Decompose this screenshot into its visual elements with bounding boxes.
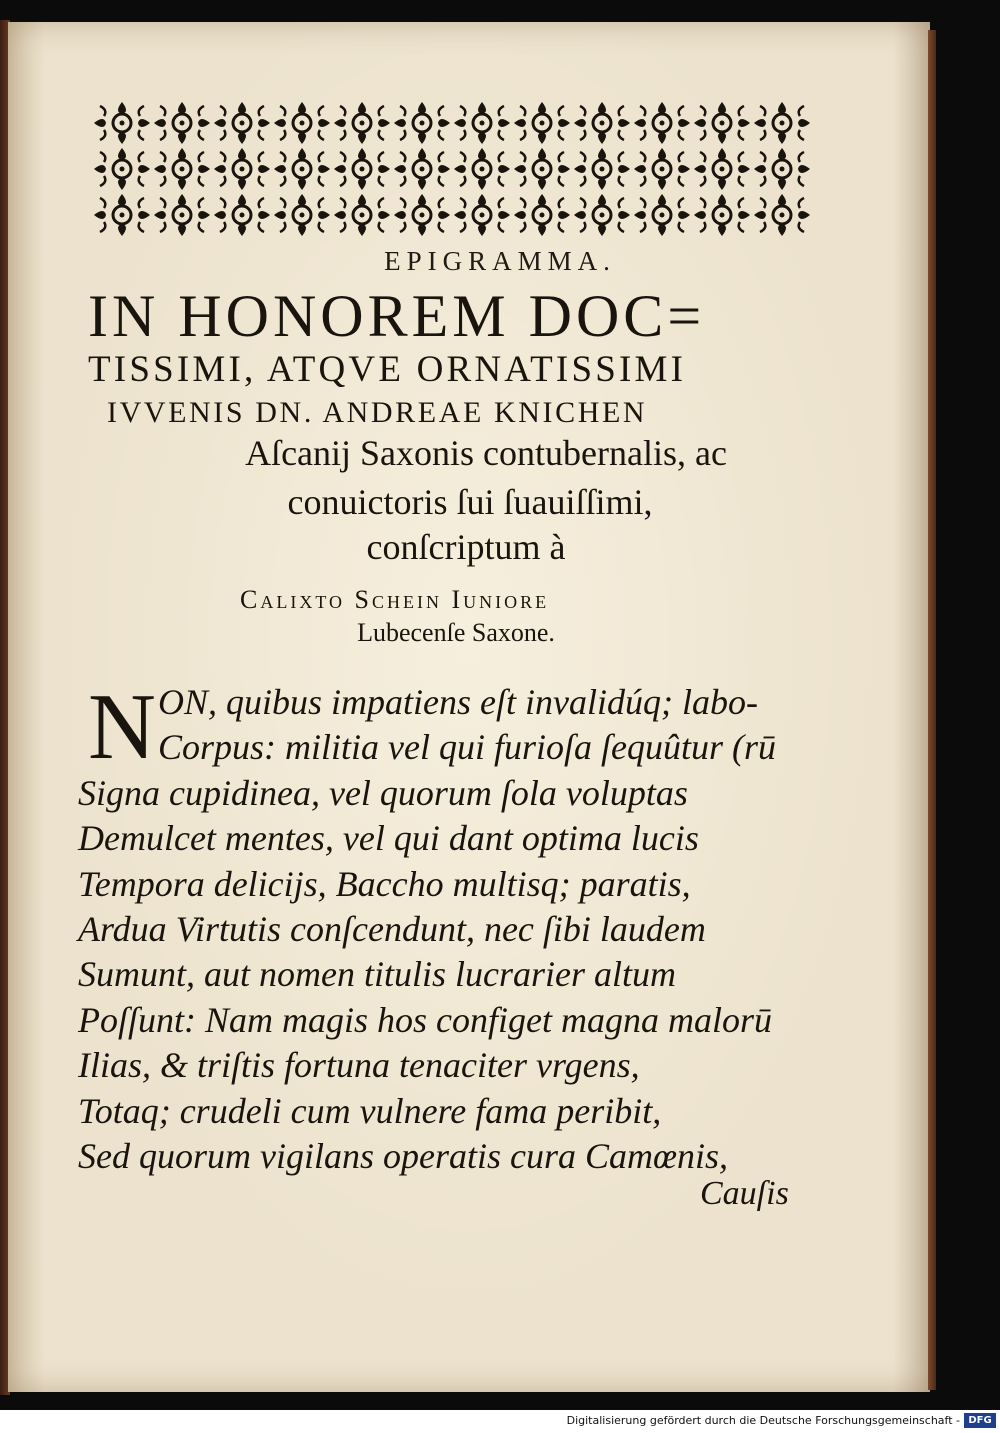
dedication-line-3: conſcriptum à — [366, 527, 566, 567]
verse-line: Corpus: militia vel qui furioſa ſequûtur (rū — [158, 727, 776, 768]
verse-line: Ilias, & triſtis fortuna tenaciter vrgens, — [78, 1045, 640, 1086]
epigram-label: EPIGRAMMA. — [384, 246, 616, 276]
verse-line: Sed quorum vigilans operatis cura Camœnis, — [78, 1135, 729, 1176]
catchword: Cauſis — [700, 1175, 789, 1212]
dedication-line-1: Aſcanij Saxonis contubernalis, ac — [245, 433, 727, 473]
ornamental-header-band — [92, 100, 812, 240]
funding-credit: Digitalisierung gefördert durch die Deutsche Forschungsgemeinschaft - — [566, 1414, 960, 1427]
verse-line: Demulcet mentes, vel qui dant optima lucis — [78, 818, 699, 859]
author-name: Calixto Schein Iuniore — [240, 585, 550, 614]
verse-line: ON, quibus impatiens eſt invalidúq; labo- — [158, 682, 758, 722]
title-line-2: TISSIMI, ATQVE ORNATISSIMI — [88, 349, 687, 390]
dedication-line-2: conuictoris ſui ſuauiſſimi, — [287, 482, 653, 522]
verse-line: Sumunt, aut nomen titulis lucrarier altum — [78, 954, 676, 995]
verse-block — [78, 675, 818, 1179]
verse-line: Ardua Virtutis conſcendunt, nec ſibi laudem — [78, 908, 706, 949]
verse-line: Totaq; crudeli cum vulnere fama peribit, — [78, 1090, 662, 1131]
page-stack-edge — [928, 30, 936, 1390]
verse-line: Tempora delicijs, Baccho multisq; paratis, — [78, 863, 691, 904]
verse-line: Poſſunt: Nam magis hos configet magna malorū — [78, 999, 772, 1040]
title-line-3: IVVENIS DN. ANDREAE KNICHEN — [107, 396, 648, 429]
drop-cap-initial: N — [88, 675, 156, 779]
verse-line: Signa cupidinea, vel quorum ſola voluptas — [78, 772, 688, 813]
footer-bar — [0, 1410, 1000, 1433]
title-line-1: IN HONOREM DOC= — [88, 283, 706, 349]
dfg-logo: DFG — [964, 1413, 996, 1428]
author-origin: Lubecenſe Saxone. — [357, 618, 555, 647]
